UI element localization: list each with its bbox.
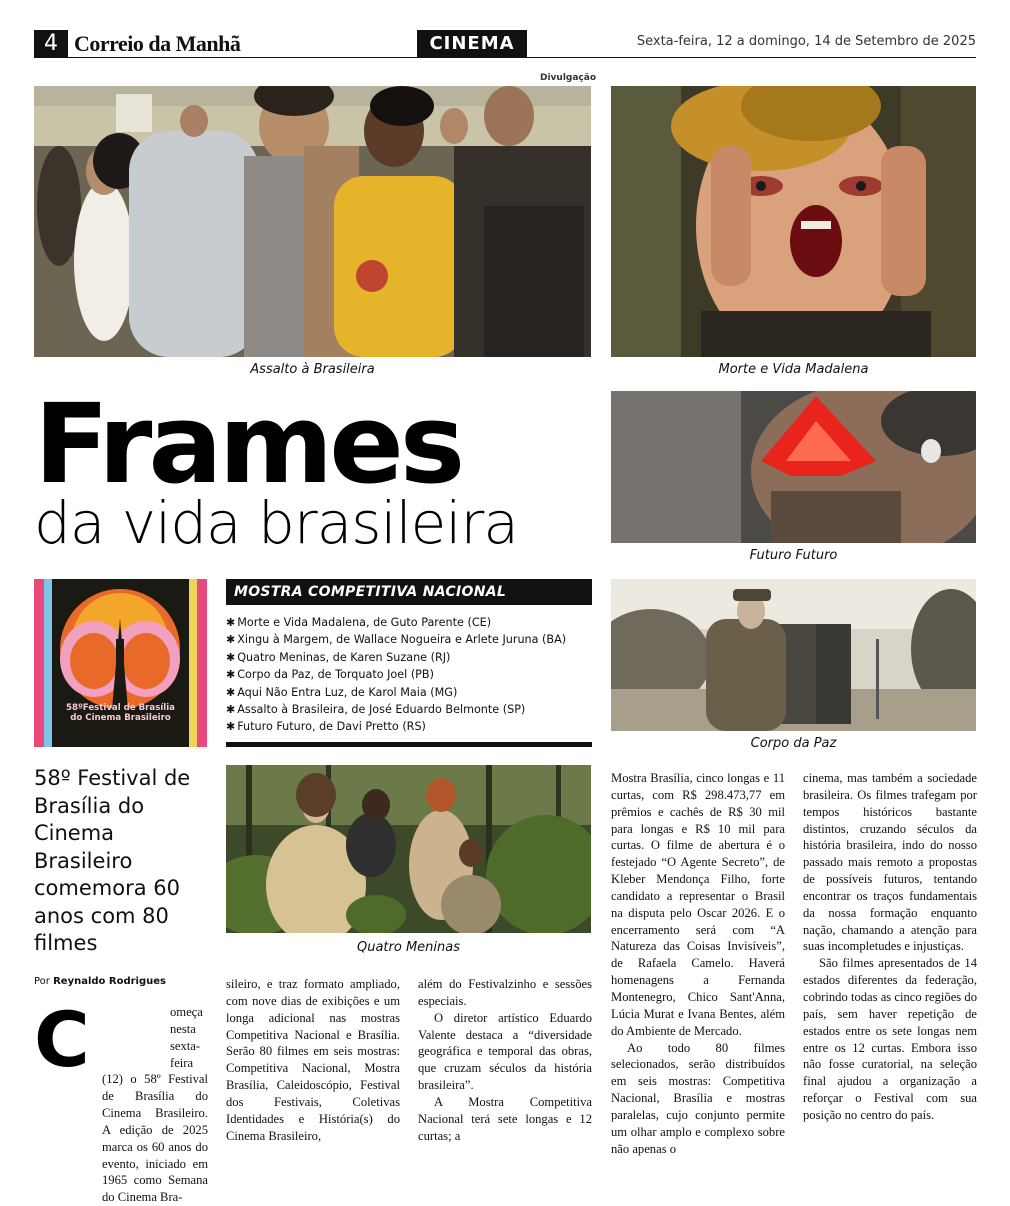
photo-futuro-futuro: [611, 391, 976, 543]
byline-prefix: Por: [34, 976, 50, 987]
page-number: 4: [34, 30, 68, 58]
article-col5-p1: cinema, mas também a sociedade brasileira. Os filmes trafegam por tempos históricos bastante distintos, cruzando séculos da história brasileira, indo do nosso passado mais remoto a propostas de possíveis futuros, tentando encontrar os traços fundamentais da nossa formação enquanto nação, chamando a atenção para suas incompletudes e injustiças.: [803, 771, 977, 954]
article-col3: [418, 976, 592, 1144]
photo-morte-e-vida-madalena: [611, 86, 976, 357]
newspaper-name: Correio da Manhã: [74, 31, 241, 56]
photo-corpo-da-paz: [611, 579, 976, 731]
edition-date: Sexta-feira, 12 a domingo, 14 de Setembro de 2025: [636, 34, 976, 49]
mostra-item: ✱ Corpo da Paz, de Torquato Joel (PB): [226, 668, 434, 682]
poster-title-line1: 58ºFestival de Brasília: [66, 703, 175, 713]
asterisk-icon: ✱: [226, 633, 236, 647]
poster-title-line2: do Cinema Brasileiro: [70, 713, 171, 723]
mostra-item: ✱ Quatro Meninas, de Karen Suzane (RJ): [226, 650, 451, 664]
byline-author: Reynaldo Rodrigues: [53, 976, 166, 987]
mostra-item: ✱ Xingu à Margem, de Wallace Nogueira e Arlete Juruna (BA): [226, 633, 567, 647]
mostra-item: ✱ Futuro Futuro, de Davi Pretto (RS): [226, 720, 426, 734]
article-col3-p1: além do Festivalzinho e sessões especiais.: [418, 977, 592, 1008]
drop-cap: C: [34, 995, 90, 1084]
caption-corpo: Corpo da Paz: [750, 736, 837, 751]
mostra-item: ✱ Assalto à Brasileira, de José Eduardo Belmonte (SP): [226, 703, 526, 717]
caption-morte: Morte e Vida Madalena: [718, 362, 869, 377]
article-col4-p2: Ao todo 80 filmes selecionados, serão distribuídos em seis mostras: Competitiva Nacional, Brasília e mostras paralelas, cujo conjunto permite um olhar amplo e complexo sobre não apenas o: [611, 1040, 785, 1156]
article-subtitle: 58º Festival de Brasília do Cinema Brasileiro comemora 60 anos com 80 filmes: [34, 766, 191, 955]
mostra-item: ✱ Aqui Não Entra Luz, de Karol Maia (MG): [226, 685, 458, 699]
mostra-bottom-rule: [226, 742, 592, 747]
mostra-title: MOSTRA COMPETITIVA NACIONAL: [226, 579, 592, 605]
caption-assalto: Assalto à Brasileira: [250, 362, 375, 377]
article-col2-text: sileiro, e traz formato ampliado, com nove dias de exibições e um longa adicional nas mostras Competitiva Nacional e Brasília. Serão 80 filmes em seis mostras: Competitiva Nacional, Mostra Brasília, Caleidoscópio, Festival dos Festivais, Coletivas Identidades e História(s) do Cinema Brasileiro,: [226, 977, 400, 1143]
asterisk-icon: ✱: [226, 616, 236, 629]
byline: [34, 976, 166, 987]
article-col5: [803, 770, 977, 1124]
photo-assalto-a-brasileira: [34, 86, 591, 357]
asterisk-icon: ✱: [226, 650, 236, 664]
article-col3-p2: O diretor artístico Eduardo Valente destaca a “diversidade geográfica e temporal das obras, que cruzam séculos da história brasileira”.: [418, 1010, 592, 1093]
caption-futuro: Futuro Futuro: [749, 548, 838, 563]
article-col1-text: omeça nesta sexta-feira (12) o 58º Festival de Brasília do Cinema Brasileiro. A edição de 2025 marca os 60 anos do evento, iniciado em 1965 como Semana do Cinema Bra-: [102, 1005, 208, 1205]
article-col2: [226, 976, 400, 1144]
asterisk-icon: ✱: [226, 720, 236, 734]
headline-main: Frames: [34, 380, 462, 508]
mostra-list: [226, 614, 592, 736]
article-col5-p2: São filmes apresentados de 14 estados diferentes da federação, cobrindo todas as cinco regiões do país, sem haver repetição de estados entre os sete longas nem entre os 12 curtas. Embora isso não fosse curatorial, na seleção final ajudou a organização a reforçar o Festival com sua posição no centro do país.: [803, 956, 977, 1122]
headline-sub: da vida brasileira: [34, 489, 518, 557]
festival-poster: [34, 579, 207, 747]
asterisk-icon: ✱: [226, 703, 236, 717]
asterisk-icon: ✱: [226, 685, 236, 699]
photo-credit: Divulgação: [540, 73, 597, 83]
photo-quatro-meninas: [226, 765, 591, 933]
header-rule: [34, 57, 976, 58]
article-col4: [611, 770, 785, 1157]
asterisk-icon: ✱: [226, 668, 236, 682]
article-col1-top: [102, 1004, 208, 1206]
mostra-item: ✱ Morte e Vida Madalena, de Guto Parente (CE): [226, 616, 492, 629]
caption-meninas: Quatro Meninas: [356, 940, 460, 955]
article-col4-p1: Mostra Brasília, cinco longas e 11 curtas, com R$ 298.473,77 em prêmios e cachês de R$ 30 mil para longas e R$ 10 mil para curtas. O filme de abertura é o festejado “O Agente Secreto”, de Kleber Mendonça Filho, forte candidato a representar o Brasil na disputa pelo Oscar 2026. E o encerramento será com “A Natureza das Coisas Invisíveis”, de Rafaela Camelo. Haverá homenagens a Fernanda Montenegro, Chico Sant'Anna, Lúcia Murat e Ivana Bentes, além do Ambiente de Mercado.: [611, 771, 785, 1038]
section-label: CINEMA: [417, 30, 527, 58]
article-col3-p3: A Mostra Competitiva Nacional terá sete longas e 12 curtas; a: [418, 1094, 592, 1143]
